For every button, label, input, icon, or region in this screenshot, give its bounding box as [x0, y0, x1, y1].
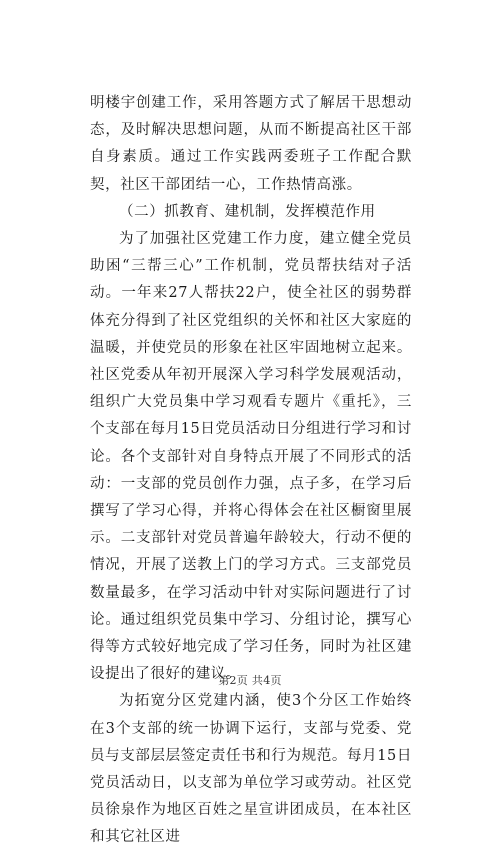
section-heading: （二）抓教育、建机制，发挥模范作用 [119, 203, 376, 220]
page-number-footer: 第2页 共4页 [218, 674, 282, 687]
document-body [90, 90, 412, 852]
paragraph-continuation: 明楼宇创建工作，采用答题方式了解居干思想动态，及时解决思想问题，从而不断提高社区干部自身素质。通过工作实践两委班子工作配合默契，社区干部团结一心，工作热情高涨。 [90, 95, 412, 193]
paragraph-district-expansion: 为拓宽分区党建内涵，使3个分区工作始终在3个支部的统一协调下运行，支部与党委、党员与支部层层签定责任书和行为规范。每月15日党员活动日，以支部为单位学习或劳动。社区党员徐泉作为地区百姓之星宣讲团成员，在本社区和其它社区进 [90, 693, 412, 846]
paragraph-party-building: 为了加强社区党建工作力度，建立健全党员助困“三帮三心”工作机制，党员帮扶结对子活动。一年来27人帮扶22户，使全社区的弱势群体充分得到了社区党组织的关怀和社区大家庭的温暖，并使党员的形象在社区牢固地树立起来。社区党委从年初开展深入学习科学发展观活动，组织广大党员集中学习观看专题片《重托》，三个支部在每月15日党员活动日分组进行学习和讨论。各个支部针对自身特点开展了不同形式的活动：一支部的党员创作力强，点子多，在学习后撰写了学习心得，并将心得体会在社区橱窗里展示。二支部针对党员普遍年龄较大，行动不便的情况，开展了送教上门的学习方式。三支部党员数量最多，在学习活动中针对实际问题进行了讨论。通过组织党员集中学习、分组讨论，撰写心得等方式较好地完成了学习任务，同时为社区建设提出了很好的建议。 [90, 231, 412, 683]
